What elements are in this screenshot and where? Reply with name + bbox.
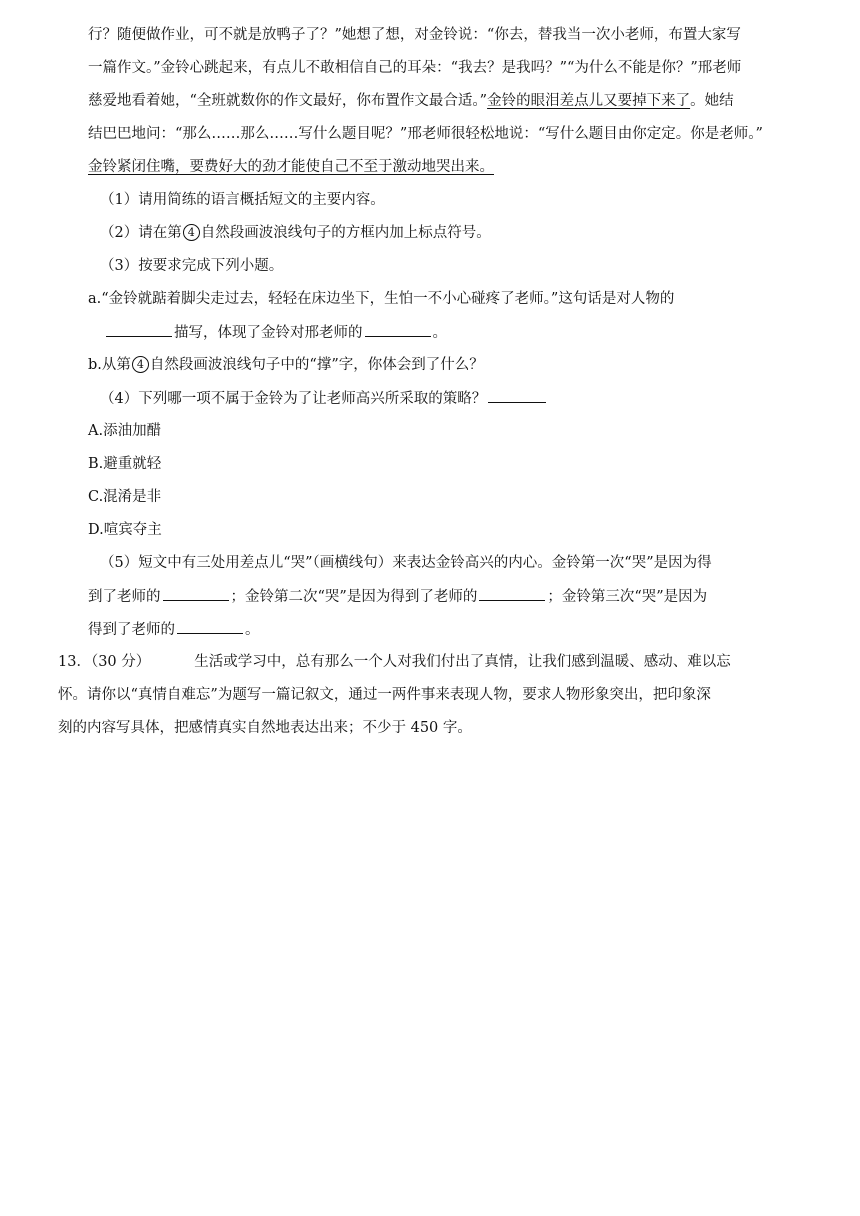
answer-blank[interactable] — [365, 322, 431, 337]
answer-blank[interactable] — [106, 322, 172, 337]
answer-blank[interactable] — [479, 586, 545, 601]
question-5-line-3 — [88, 619, 260, 640]
underlined-sentence: 金铃的眼泪差点儿又要掉下来了 — [487, 93, 691, 109]
question-number: 13． — [58, 654, 91, 670]
question-score: （30 分） — [90, 654, 151, 670]
option-b: B.避重就轻 — [88, 456, 162, 472]
question-text: （4）下列哪一项不属于金铃为了让老师高兴所采取的策略？ — [100, 391, 487, 407]
question-text: 。 — [245, 622, 260, 638]
passage-line-2: 一篇作文。”金铃心跳起来，有点儿不敢相信自己的耳朵：“我去？是我吗？”“为什么不能是你？”邢老师 — [88, 60, 742, 76]
option-d: D.喧宾夺主 — [88, 522, 162, 538]
passage-line-3 — [88, 91, 734, 111]
circled-number: 4 — [132, 356, 149, 373]
option-c: C.混淆是非 — [88, 489, 162, 505]
question-13-line-2: 怀。请你以“真情自难忘”为题写一篇记叙文，通过一两件事来表现人物，要求人物形象突出，把印象深 — [58, 687, 711, 703]
question-13-line-1 — [58, 652, 731, 672]
question-3: （3）按要求完成下列小题。 — [100, 258, 284, 274]
circled-number: 4 — [183, 224, 200, 241]
question-3b — [88, 355, 484, 375]
passage-text: 慈爱地看着她，“全班就数你的作文最好，你布置作文最合适。” — [88, 93, 488, 109]
answer-blank[interactable] — [488, 388, 546, 403]
answer-blank[interactable] — [177, 619, 243, 634]
question-3a-line-2 — [104, 322, 447, 343]
passage-line-1: 行？随便做作业，可不就是放鸭子了？”她想了想，对金铃说：“你去，替我当一次小老师，布置大家写 — [88, 27, 741, 43]
question-5-line-1: （5）短文中有三处用差点儿“哭”（画横线句）来表达金铃高兴的内心。金铃第一次“哭”是因为得 — [100, 555, 712, 571]
question-text: 。 — [432, 325, 447, 341]
underlined-sentence: 金铃紧闭住嘴，要费好大的劲才能使自己不至于激动地哭出来。 — [88, 159, 494, 175]
question-text: ；金铃第三次“哭”是因为 — [547, 589, 708, 605]
question-3a-line-1: a.“金铃就踮着脚尖走过去，轻轻在床边坐下，生怕一不小心碰疼了老师。”这句话是对人物的 — [88, 291, 675, 307]
question-1: （1）请用简练的语言概括短文的主要内容。 — [100, 192, 385, 208]
question-text: ；金铃第二次“哭”是因为得到了老师的 — [230, 589, 478, 605]
passage-line-5 — [88, 157, 494, 177]
question-5-line-2 — [88, 586, 707, 607]
question-text: 到了老师的 — [88, 589, 161, 605]
question-4 — [100, 388, 548, 409]
passage-text: 。她结 — [690, 93, 734, 109]
question-13-line-3: 刻的内容写具体，把感情真实自然地表达出来；不少于 450 字。 — [58, 720, 472, 736]
passage-line-4: 结巴巴地问：“那么……那么……写什么题目呢？”邢老师很轻松地说：“写什么题目由你定定。你是老师。” — [88, 126, 763, 142]
question-text: 自然段画波浪线句子的方框内加上标点符号。 — [200, 225, 491, 241]
question-text: 自然段画波浪线句子中的“撑”字，你体会到了什么？ — [149, 357, 484, 373]
question-text: b.从第 — [88, 357, 131, 373]
question-2 — [100, 223, 491, 243]
question-text: 生活或学习中，总有那么一个人对我们付出了真情，让我们感到温暖、感动、难以忘 — [194, 654, 731, 670]
question-text: 得到了老师的 — [88, 622, 175, 638]
question-text: （2）请在第 — [100, 225, 182, 241]
option-a: A.添油加醋 — [88, 423, 162, 439]
question-text: 描写，体现了金铃对邢老师的 — [174, 325, 363, 341]
answer-blank[interactable] — [163, 586, 229, 601]
